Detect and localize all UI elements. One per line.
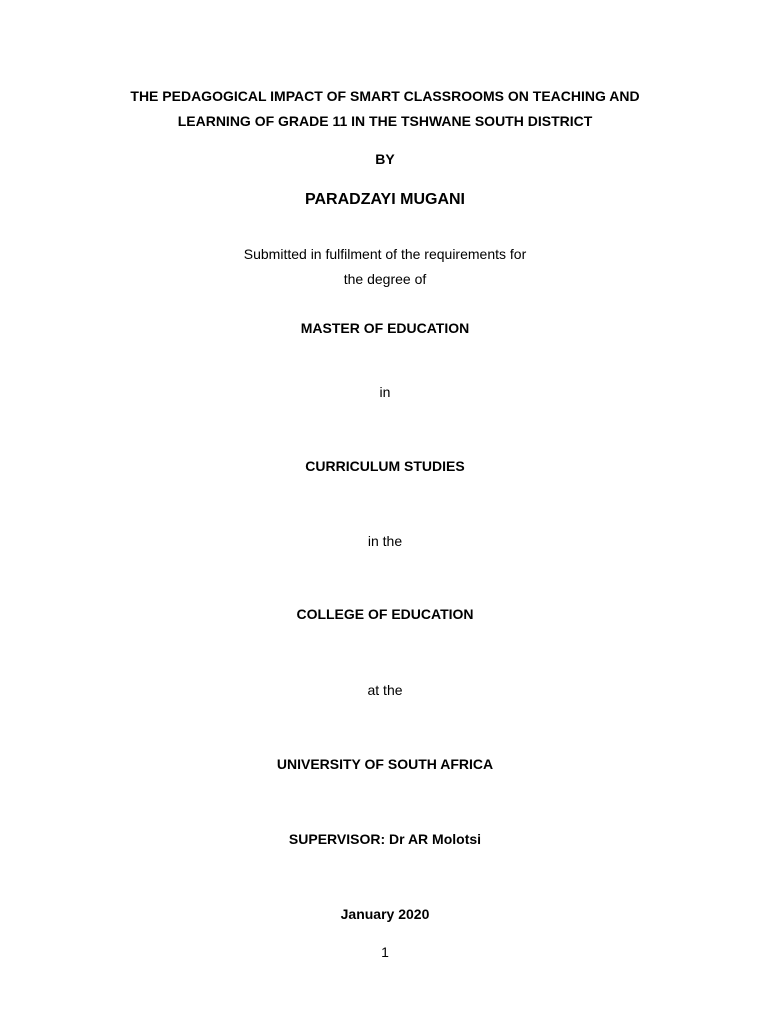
by-label: BY [375,151,395,167]
degree-name: MASTER OF EDUCATION [300,320,470,336]
page-number: 1 [381,944,389,960]
university-name: UNIVERSITY OF SOUTH AFRICA [276,756,494,772]
in-the-connector: in the [367,533,403,549]
college-name: COLLEGE OF EDUCATION [296,606,474,622]
submission-line-1: Submitted in fulfilment of the requirements for [243,246,527,262]
title-line-1: THE PEDAGOGICAL IMPACT OF SMART CLASSROOMS ON TEACHING AND [130,88,640,104]
title-line-2: LEARNING OF GRADE 11 IN THE TSHWANE SOUTH DISTRICT [177,113,593,129]
submission-date: January 2020 [340,906,430,922]
in-connector: in [379,384,391,400]
author-name: PARADZAYI MUGANI [304,191,465,208]
submission-line-2: the degree of [343,271,427,287]
subject-name: CURRICULUM STUDIES [305,458,465,474]
at-the-connector: at the [367,682,403,698]
supervisor-line: SUPERVISOR: Dr AR Molotsi [288,831,482,847]
